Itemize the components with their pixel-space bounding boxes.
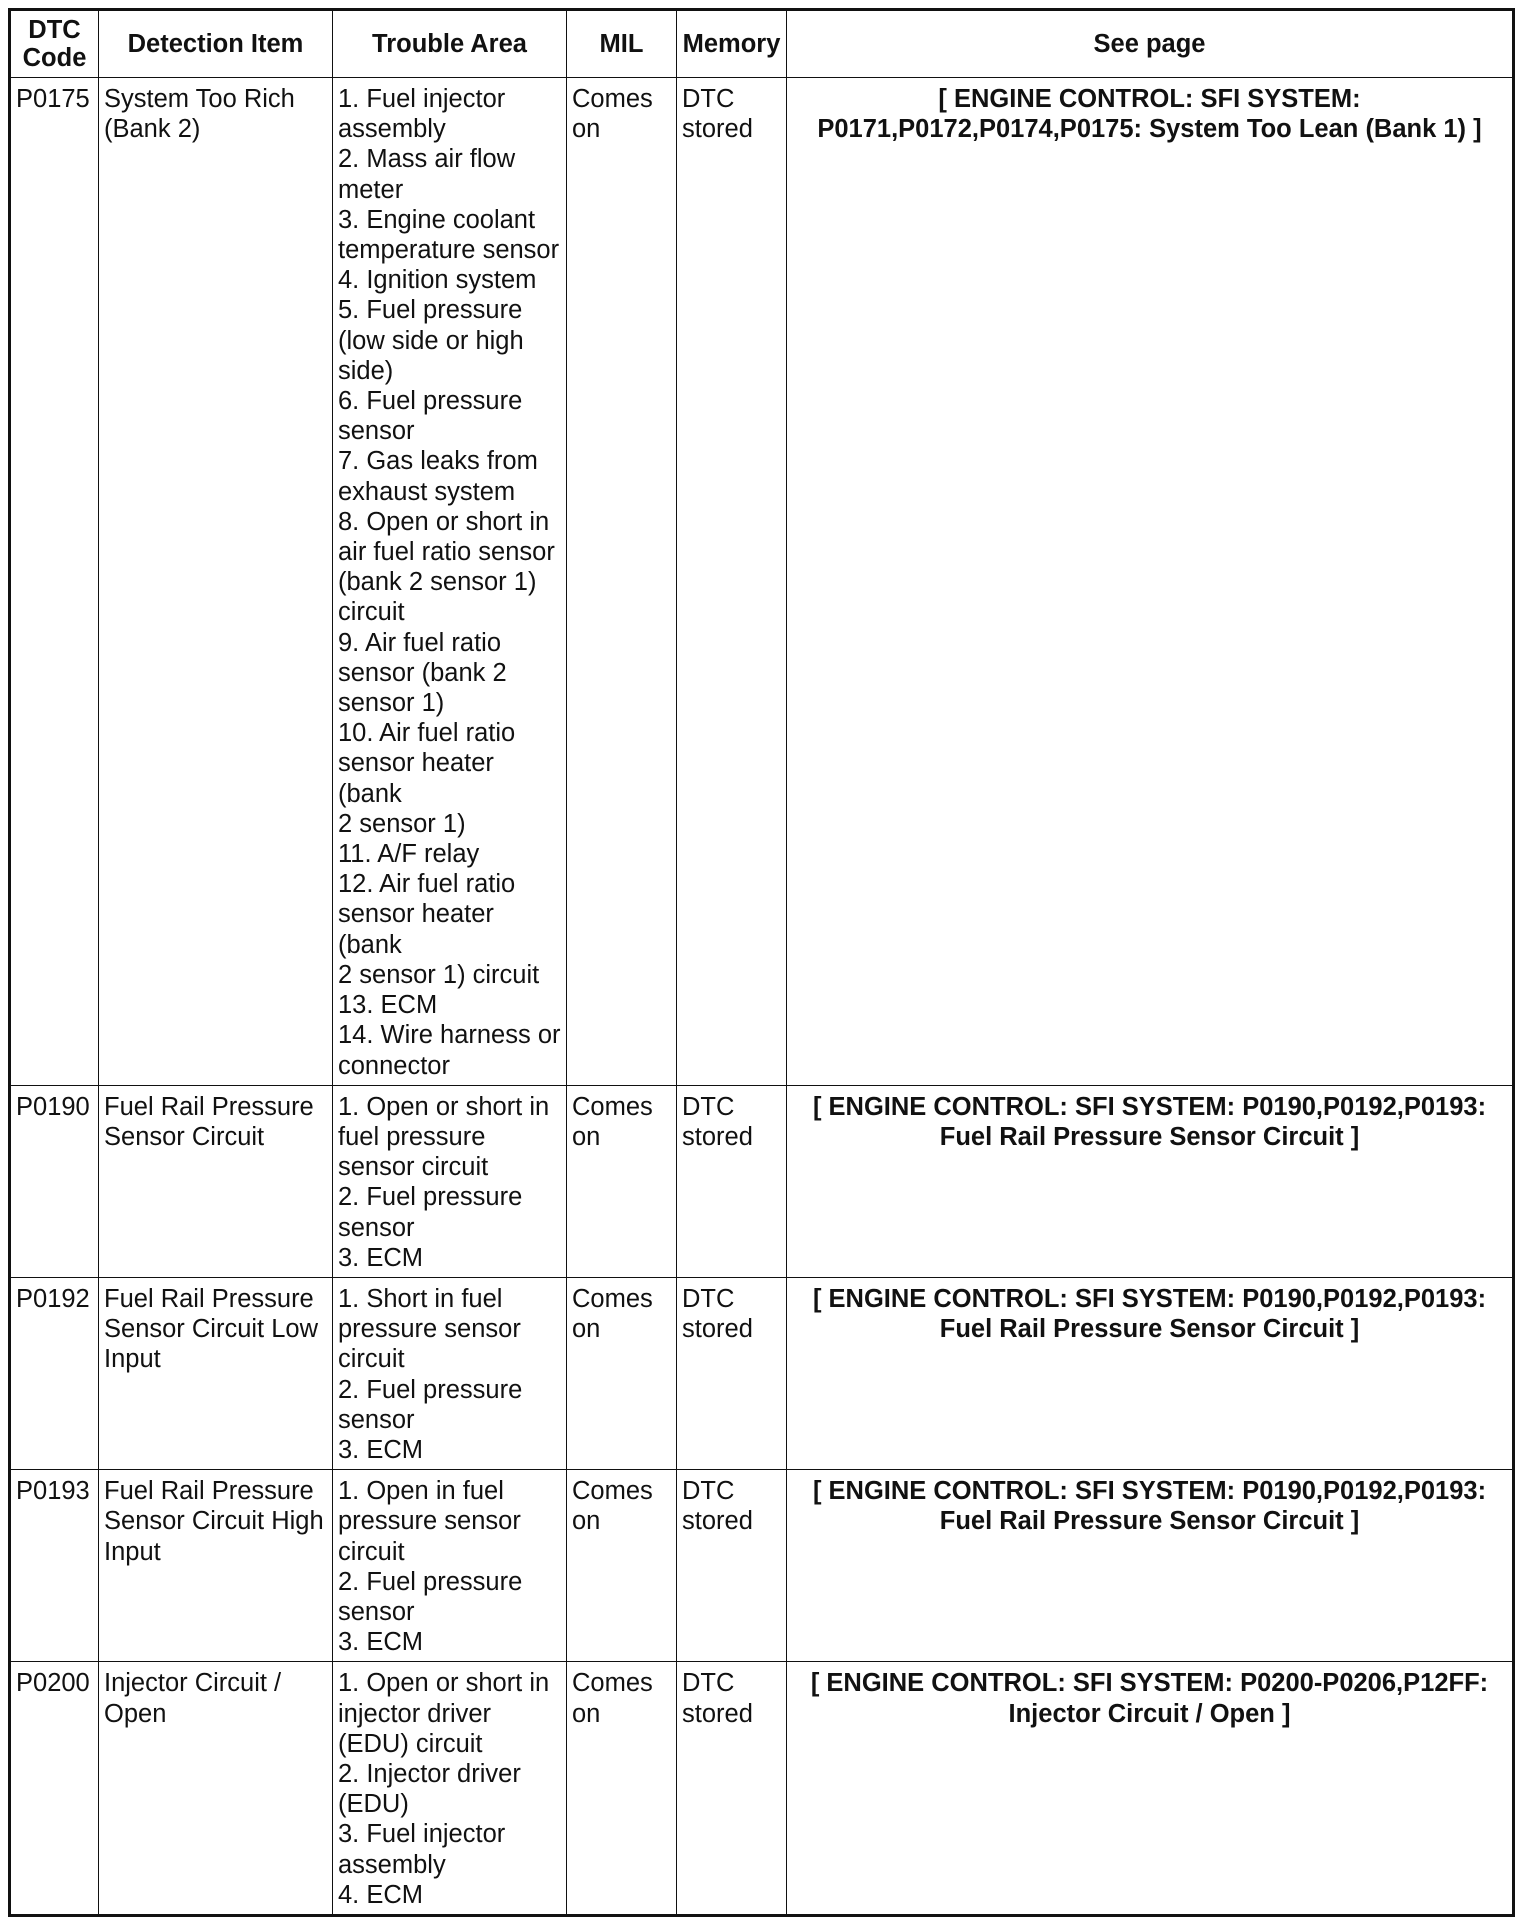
table-header bbox=[10, 10, 1514, 78]
cell-trouble-area bbox=[333, 1085, 567, 1277]
trouble-area-line: 1. Open in fuel bbox=[338, 1477, 504, 1506]
detection-item-line: Fuel Rail Pressure bbox=[104, 1092, 314, 1121]
trouble-area-line: (bank 2 sensor 1) bbox=[338, 568, 537, 597]
trouble-area-line: injector driver bbox=[338, 1699, 492, 1728]
trouble-area-line: 2. Fuel pressure bbox=[338, 1183, 523, 1212]
trouble-area-line: sensor bbox=[338, 1405, 415, 1434]
trouble-area-line: 2. Injector driver bbox=[338, 1759, 521, 1788]
trouble-area-line: circuit bbox=[338, 1345, 405, 1374]
trouble-area-line: 2. Mass air flow bbox=[338, 145, 516, 174]
trouble-area-line: connector bbox=[338, 1051, 450, 1080]
see-page-link[interactable]: P0171,P0172,P0174,P0175: System Too Lean (Bank 1) ] bbox=[817, 115, 1482, 144]
cell-see-page bbox=[787, 1470, 1514, 1662]
trouble-area-line: 11. A/F relay bbox=[338, 840, 480, 869]
see-page-link[interactable]: [ ENGINE CONTROL: SFI SYSTEM: P0190,P0192,P0193: bbox=[812, 1092, 1487, 1121]
detection-item-line: System Too Rich bbox=[104, 85, 295, 113]
trouble-area-line: sensor bbox=[338, 417, 415, 446]
trouble-area-line: 7. Gas leaks from bbox=[338, 447, 538, 476]
cell-mil bbox=[567, 1277, 677, 1469]
cell-mil bbox=[567, 78, 677, 1086]
trouble-area-line: 2 sensor 1) bbox=[338, 809, 466, 838]
header-detection-item: Detection Item bbox=[99, 10, 333, 78]
trouble-area-line: sensor 1) bbox=[338, 689, 445, 718]
detection-item-line: Input bbox=[104, 1345, 161, 1374]
trouble-area-line: assembly bbox=[338, 115, 446, 144]
cell-see-page bbox=[787, 1662, 1514, 1916]
cell-dtc-code: P0192 bbox=[10, 1277, 99, 1469]
memory-line: stored bbox=[682, 1315, 753, 1344]
header-trouble-area: Trouble Area bbox=[333, 10, 567, 78]
trouble-area-line: 2 sensor 1) circuit bbox=[338, 960, 540, 989]
memory-line: DTC bbox=[682, 1092, 735, 1121]
dtc-table-page bbox=[8, 8, 1512, 1909]
cell-mil bbox=[567, 1662, 677, 1916]
cell-dtc-code: P0200 bbox=[10, 1662, 99, 1916]
trouble-area-line: 9. Air fuel ratio bbox=[338, 628, 501, 657]
cell-mil bbox=[567, 1085, 677, 1277]
trouble-area-line: sensor heater (bank bbox=[338, 749, 494, 808]
trouble-area-line: fuel pressure bbox=[338, 1122, 486, 1151]
trouble-area-line: sensor heater (bank bbox=[338, 900, 494, 959]
trouble-area-line: 12. Air fuel ratio bbox=[338, 870, 516, 899]
trouble-area-line: 5. Fuel pressure bbox=[338, 296, 523, 325]
trouble-area-line: sensor (bank 2 bbox=[338, 658, 507, 687]
trouble-area-line: 14. Wire harness or bbox=[338, 1021, 561, 1050]
trouble-area-line: pressure sensor bbox=[338, 1315, 521, 1344]
trouble-area-line: circuit bbox=[338, 598, 405, 627]
trouble-area-line: (low side or high bbox=[338, 326, 524, 355]
cell-memory bbox=[677, 78, 787, 1086]
mil-line: Comes bbox=[572, 1669, 653, 1698]
see-page-link[interactable]: Fuel Rail Pressure Sensor Circuit ] bbox=[939, 1507, 1360, 1536]
memory-line: DTC bbox=[682, 1477, 735, 1506]
cell-detection-item bbox=[99, 78, 333, 1086]
cell-detection-item bbox=[99, 1470, 333, 1662]
trouble-area-line: sensor circuit bbox=[338, 1153, 489, 1182]
detection-item-line: Sensor Circuit High bbox=[104, 1507, 324, 1536]
trouble-area-line: 3. ECM bbox=[338, 1628, 424, 1657]
cell-detection-item bbox=[99, 1662, 333, 1916]
detection-item-line: Injector Circuit / bbox=[104, 1669, 282, 1698]
cell-memory bbox=[677, 1277, 787, 1469]
table-row bbox=[10, 1662, 1514, 1916]
table-row bbox=[10, 1470, 1514, 1662]
cell-trouble-area bbox=[333, 1470, 567, 1662]
memory-line: DTC bbox=[682, 85, 735, 113]
cell-dtc-code: P0190 bbox=[10, 1085, 99, 1277]
mil-line: Comes bbox=[572, 1092, 653, 1121]
trouble-area-line: pressure sensor bbox=[338, 1507, 521, 1536]
trouble-area-line: (EDU) circuit bbox=[338, 1729, 483, 1758]
mil-line: on bbox=[572, 1315, 601, 1344]
detection-item-line: (Bank 2) bbox=[104, 115, 201, 144]
mil-line: Comes bbox=[572, 1477, 653, 1506]
cell-detection-item bbox=[99, 1085, 333, 1277]
trouble-area-line: 1. Open or short in bbox=[338, 1092, 550, 1121]
see-page-link[interactable]: Fuel Rail Pressure Sensor Circuit ] bbox=[939, 1122, 1360, 1151]
trouble-area-line: assembly bbox=[338, 1850, 446, 1879]
mil-line: on bbox=[572, 115, 601, 144]
see-page-link[interactable]: [ ENGINE CONTROL: SFI SYSTEM: P0190,P0192,P0193: bbox=[812, 1477, 1487, 1506]
trouble-area-line: 6. Fuel pressure bbox=[338, 387, 523, 416]
header-mil: MIL bbox=[567, 10, 677, 78]
header-dtc-code-line: DTC bbox=[28, 16, 81, 44]
detection-item-line: Input bbox=[104, 1537, 161, 1566]
cell-memory bbox=[677, 1470, 787, 1662]
cell-see-page bbox=[787, 78, 1514, 1086]
trouble-area-line: 3. ECM bbox=[338, 1243, 424, 1272]
trouble-area-line: (EDU) bbox=[338, 1790, 409, 1819]
mil-line: Comes bbox=[572, 85, 653, 113]
trouble-area-line: sensor bbox=[338, 1213, 415, 1242]
cell-trouble-area bbox=[333, 1662, 567, 1916]
see-page-link[interactable]: [ ENGINE CONTROL: SFI SYSTEM: P0200-P0206,P12FF: bbox=[810, 1669, 1489, 1698]
header-dtc-code-line: Code bbox=[22, 44, 87, 72]
trouble-area-line: 8. Open or short in bbox=[338, 507, 550, 536]
cell-mil bbox=[567, 1470, 677, 1662]
trouble-area-line: 1. Open or short in bbox=[338, 1669, 550, 1698]
trouble-area-line: 4. Ignition system bbox=[338, 266, 537, 295]
cell-memory bbox=[677, 1662, 787, 1916]
memory-line: stored bbox=[682, 1122, 753, 1151]
see-page-link[interactable]: Fuel Rail Pressure Sensor Circuit ] bbox=[939, 1315, 1360, 1344]
dtc-table bbox=[8, 8, 1515, 1917]
trouble-area-line: temperature sensor bbox=[338, 236, 560, 265]
cell-memory bbox=[677, 1085, 787, 1277]
memory-line: stored bbox=[682, 1699, 753, 1728]
memory-line: stored bbox=[682, 1507, 753, 1536]
detection-item-line: Fuel Rail Pressure bbox=[104, 1477, 314, 1506]
cell-dtc-code: P0175 bbox=[10, 78, 99, 1086]
table-row bbox=[10, 1277, 1514, 1469]
trouble-area-line: air fuel ratio sensor bbox=[338, 538, 555, 567]
trouble-area-line: meter bbox=[338, 175, 404, 204]
memory-line: stored bbox=[682, 115, 753, 144]
trouble-area-line: 2. Fuel pressure bbox=[338, 1567, 523, 1596]
mil-line: on bbox=[572, 1699, 601, 1728]
cell-trouble-area bbox=[333, 78, 567, 1086]
header-memory: Memory bbox=[677, 10, 787, 78]
trouble-area-line: sensor bbox=[338, 1597, 415, 1626]
cell-trouble-area bbox=[333, 1277, 567, 1469]
table-row bbox=[10, 78, 1514, 1086]
mil-line: Comes bbox=[572, 1284, 653, 1313]
trouble-area-line: 4. ECM bbox=[338, 1880, 424, 1909]
trouble-area-line: 10. Air fuel ratio bbox=[338, 719, 516, 748]
trouble-area-line: 3. ECM bbox=[338, 1435, 424, 1464]
mil-line: on bbox=[572, 1122, 601, 1151]
table-body bbox=[10, 78, 1514, 1916]
trouble-area-line: 3. Fuel injector bbox=[338, 1820, 506, 1849]
detection-item-line: Fuel Rail Pressure bbox=[104, 1284, 314, 1313]
header-row bbox=[10, 10, 1514, 78]
see-page-link[interactable]: [ ENGINE CONTROL: SFI SYSTEM: P0190,P0192,P0193: bbox=[812, 1284, 1487, 1313]
trouble-area-line: 13. ECM bbox=[338, 991, 438, 1020]
see-page-link[interactable]: [ ENGINE CONTROL: SFI SYSTEM: bbox=[938, 85, 1361, 113]
cell-see-page bbox=[787, 1085, 1514, 1277]
cell-detection-item bbox=[99, 1277, 333, 1469]
header-see-page: See page bbox=[787, 10, 1514, 78]
trouble-area-line: 3. Engine coolant bbox=[338, 205, 536, 234]
header-dtc-code bbox=[10, 10, 99, 78]
mil-line: on bbox=[572, 1507, 601, 1536]
trouble-area-line: 1. Fuel injector bbox=[338, 85, 506, 113]
memory-line: DTC bbox=[682, 1669, 735, 1698]
detection-item-line: Sensor Circuit bbox=[104, 1122, 265, 1151]
detection-item-line: Sensor Circuit Low bbox=[104, 1315, 318, 1344]
cell-see-page bbox=[787, 1277, 1514, 1469]
trouble-area-line: exhaust system bbox=[338, 477, 516, 506]
cell-dtc-code: P0193 bbox=[10, 1470, 99, 1662]
see-page-link[interactable]: Injector Circuit / Open ] bbox=[1008, 1699, 1291, 1728]
table-row bbox=[10, 1085, 1514, 1277]
trouble-area-line: side) bbox=[338, 356, 394, 385]
trouble-area-line: 1. Short in fuel bbox=[338, 1284, 503, 1313]
trouble-area-line: 2. Fuel pressure bbox=[338, 1375, 523, 1404]
detection-item-line: Open bbox=[104, 1699, 167, 1728]
trouble-area-line: circuit bbox=[338, 1537, 405, 1566]
memory-line: DTC bbox=[682, 1284, 735, 1313]
